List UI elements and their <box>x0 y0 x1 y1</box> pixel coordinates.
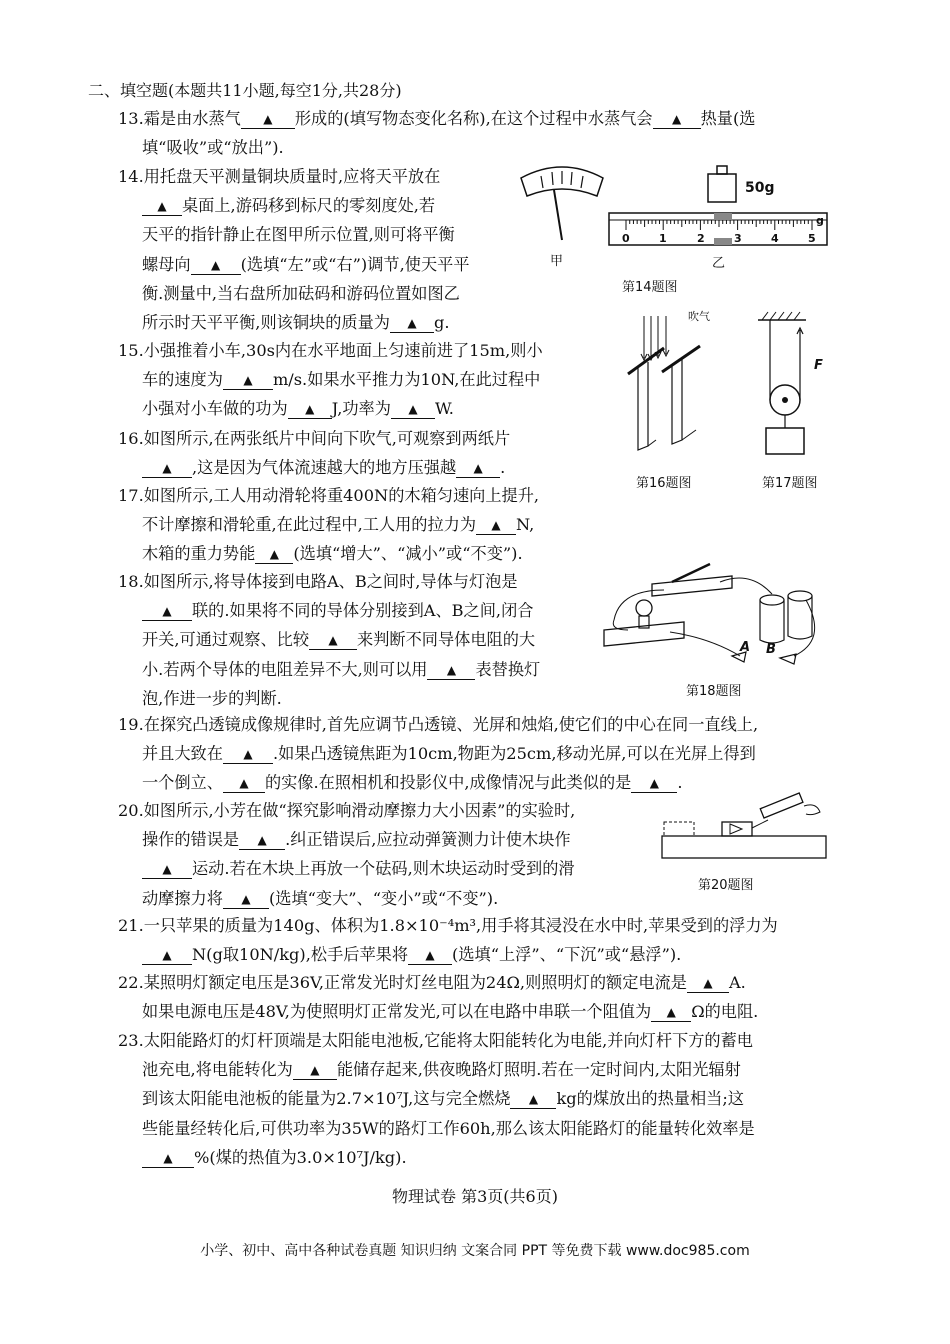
fig14-label-yi: 乙 <box>712 256 726 271</box>
section-heading: 二、填空题(本题共11小题,每空1分,共28分) <box>88 81 402 100</box>
question-21: 21.一只苹果的质量为140g、体积为1.8×10⁻⁴m³,用手将其浸没在水中时,苹果受到的浮力为 ▲ N(g取10N/kg),松手后苹果将 ▲ (选填“上浮”、“下沉”或“悬浮”). <box>118 916 778 965</box>
watermark-text: 小学、初中、高中各种试卷真题 知识归纳 文案合同 PPT 等免费下载 www.doc985.com <box>200 1243 750 1259</box>
question-14: 14.用托盘天平测量铜块质量时,应将天平放在 ▲ 桌面上,游码移到标尺的零刻度处,若 天平的指针静止在图甲所示位置,则可将平衡 螺母向 ▲ (选填“左”或“右”)调节,使天平平 衡.测量中,当右盘所加砝码和游码位置如图乙 所示时天平平衡,则该铜块的质量为 ▲ g. <box>118 167 470 332</box>
fig17-pulley <box>756 308 836 458</box>
fig16-caption: 第16题图 <box>636 476 692 491</box>
question-20: 20.如图所示,小芳在做“探究影响滑动摩擦力大小因素”的实验时, 操作的错误是 ▲ .纠正错误后,应拉动弹簧测力计使木块作 ▲ 运动.若在木块上再放一个砝码,则木块运动时受到的滑 动摩擦力将 ▲ (选填“变大”、“变小”或“不变”). <box>118 801 576 908</box>
fig16-paper-strips <box>626 312 736 462</box>
fig17-caption: 第17题图 <box>762 476 818 491</box>
fig14-weight-label: 50g <box>745 180 775 196</box>
question-13: 13.霜是由水蒸气 ▲ 形成的(填写物态变化名称),在这个过程中水蒸气会 ▲ 热量(选 填“吸收”或“放出”). <box>118 109 756 158</box>
fig14-weight-icon <box>705 164 739 204</box>
question-18: 18.如图所示,将导体接到电路A、B之间时,导体与灯泡是 ▲ 联的.如果将不同的导体分别接到A、B之间,闭合 开关,可通过观察、比较 ▲ 来判断不同导体电阻的大 小.若两个导体的电阻差异不大,则可以用 ▲ 表替换灯 泡,作进一步的判断. <box>118 572 541 708</box>
question-17: 17.如图所示,工人用动滑轮将重400N的木箱匀速向上提升, 不计摩擦和滑轮重,在此过程中,工人用的拉力为 ▲ N, 木箱的重力势能 ▲ (选填“增大”、“减小”或“不变”). <box>118 486 540 564</box>
fig14-ruler-unit: g <box>816 214 824 227</box>
fig14-tick-1: 1 <box>659 232 667 245</box>
fig18-caption: 第18题图 <box>686 684 742 699</box>
question-23: 23.太阳能路灯的灯杆顶端是太阳能电池板,它能将太阳能转化为电能,并向灯杆下方的蓄电 池充电,将电能转化为 ▲ 能储存起来,供夜晚路灯照明.若在一定时间内,太阳光辐射 到该太阳能电池板的能量为2.7×10⁷J,这与完全燃烧 ▲ kg的煤放出的热量相当;这 些能量经转化后,可供功率为35W的路灯工作60h,那么该太阳能路灯的能量转化效率是 ▲ %(煤的热值为3.0×10⁷J/kg). <box>118 1031 755 1167</box>
question-22: 22.某照明灯额定电压是36V,正常发光时灯丝电阻为24Ω,则照明灯的额定电流是 ▲ A. 如果电源电压是48V,为使照明灯正常发光,可以在电路中串联一个阻值为 ▲ Ω的电阻. <box>118 973 759 1022</box>
fig14-balance-pointer <box>517 160 607 250</box>
fig18-circuit <box>600 560 832 680</box>
fig14-label-jia: 甲 <box>550 254 564 269</box>
fig14-tick-5: 5 <box>808 232 816 245</box>
question-15: 15.小强推着小车,30s内在水平地面上匀速前进了15m,则小 车的速度为 ▲ m/s.如果水平推力为10N,在此过程中 小强对小车做的功为 ▲ J,功率为 ▲ W. <box>118 341 543 419</box>
question-19: 19.在探究凸透镜成像规律时,首先应调节凸透镜、光屏和烛焰,使它们的中心在同一直线上, 并且大致在 ▲ .如果凸透镜焦距为10cm,物距为25cm,移动光屏,可以在光屏上得到 一个倒立、 ▲ 的实像.在照相机和投影仪中,成像情况与此类似的是 ▲ . <box>118 715 759 793</box>
fig18-label-b: B <box>766 642 776 657</box>
fig17-force-label: F <box>814 358 823 373</box>
fig14-tick-4: 4 <box>771 232 779 245</box>
fig14-ruler <box>608 212 830 246</box>
fig18-label-a: A <box>740 640 751 655</box>
fig20-caption: 第20题图 <box>698 878 754 893</box>
question-16: 16.如图所示,在两张纸片中间向下吹气,可观察到两纸片 ▲ ,这是因为气体流速越大的地方压强越 ▲ . <box>118 429 511 478</box>
fig14-tick-3: 3 <box>734 232 742 245</box>
fig14-caption: 第14题图 <box>622 280 678 295</box>
fig16-blow-label: 吹气 <box>688 310 710 323</box>
fig14-tick-2: 2 <box>697 232 705 245</box>
page-footer: 物理试卷 第3页(共6页) <box>392 1187 558 1206</box>
fig20-friction-setup <box>660 806 830 866</box>
fig14-tick-0: 0 <box>622 232 630 245</box>
